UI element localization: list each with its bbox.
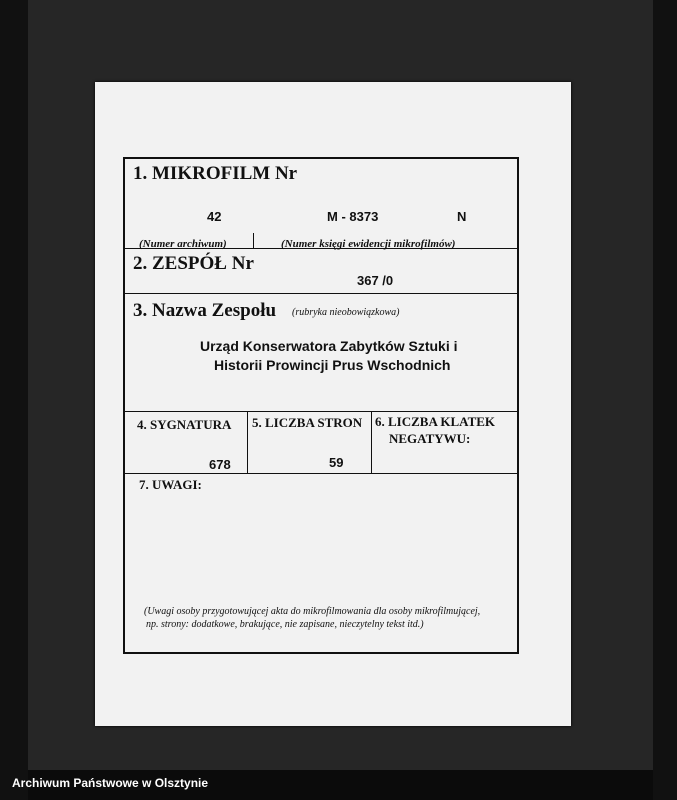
signature-value: 678 [209,457,231,472]
archive-footer: Archiwum Państwowe w Olsztynie [12,776,209,790]
divider-2 [125,293,517,294]
section-7-title: 7. UWAGI: [139,477,202,492]
remarks-note-line-2: np. strony: dodatkowe, brakujące, nie zapisane, nieczytelny tekst itd.) [146,619,424,630]
page-count: 59 [329,455,344,470]
section-3-note: (rubryka nieobowiązkowa) [292,307,400,318]
col-divider-4-5 [247,411,248,474]
microfilm-form [123,157,519,654]
archive-number-label: (Numer archiwum) [139,238,227,250]
divider-1 [125,248,517,249]
film-edge-left [0,0,28,800]
section-3-title: 3. Nazwa Zespołu [133,300,277,321]
section-6-title-line-2: NEGATYWU: [389,431,471,446]
microfilm-number-label: (Numer księgi ewidencji mikrofilmów) [281,238,456,250]
fonds-number: 367 /0 [357,273,394,288]
fonds-name-line-1: Urząd Konserwatora Zabytków Sztuki i [200,338,458,354]
microfilm-number: M - 8373 [327,209,379,224]
divider-4 [125,473,517,474]
col-divider-5-6 [371,411,372,474]
section-5-title: 5. LICZBA STRON [252,415,363,430]
section-2-title: 2. ZESPÓŁ Nr [133,253,254,274]
section-4-title: 4. SYGNATURA [137,417,232,432]
microfilm-suffix: N [457,209,467,224]
film-edge-right [653,0,677,800]
fonds-name-line-2: Historii Prowincji Prus Wschodnich [214,357,451,373]
remarks-note-line-1: (Uwagi osoby przygotowującej akta do mikrofilmowania dla osoby mikrofilmującej, [144,606,481,617]
label-divider [253,233,254,249]
section-1-title: 1. MIKROFILM Nr [133,163,298,184]
divider-3 [125,411,517,412]
section-6-title-line-1: 6. LICZBA KLATEK [375,414,496,429]
archive-number: 42 [207,209,222,224]
